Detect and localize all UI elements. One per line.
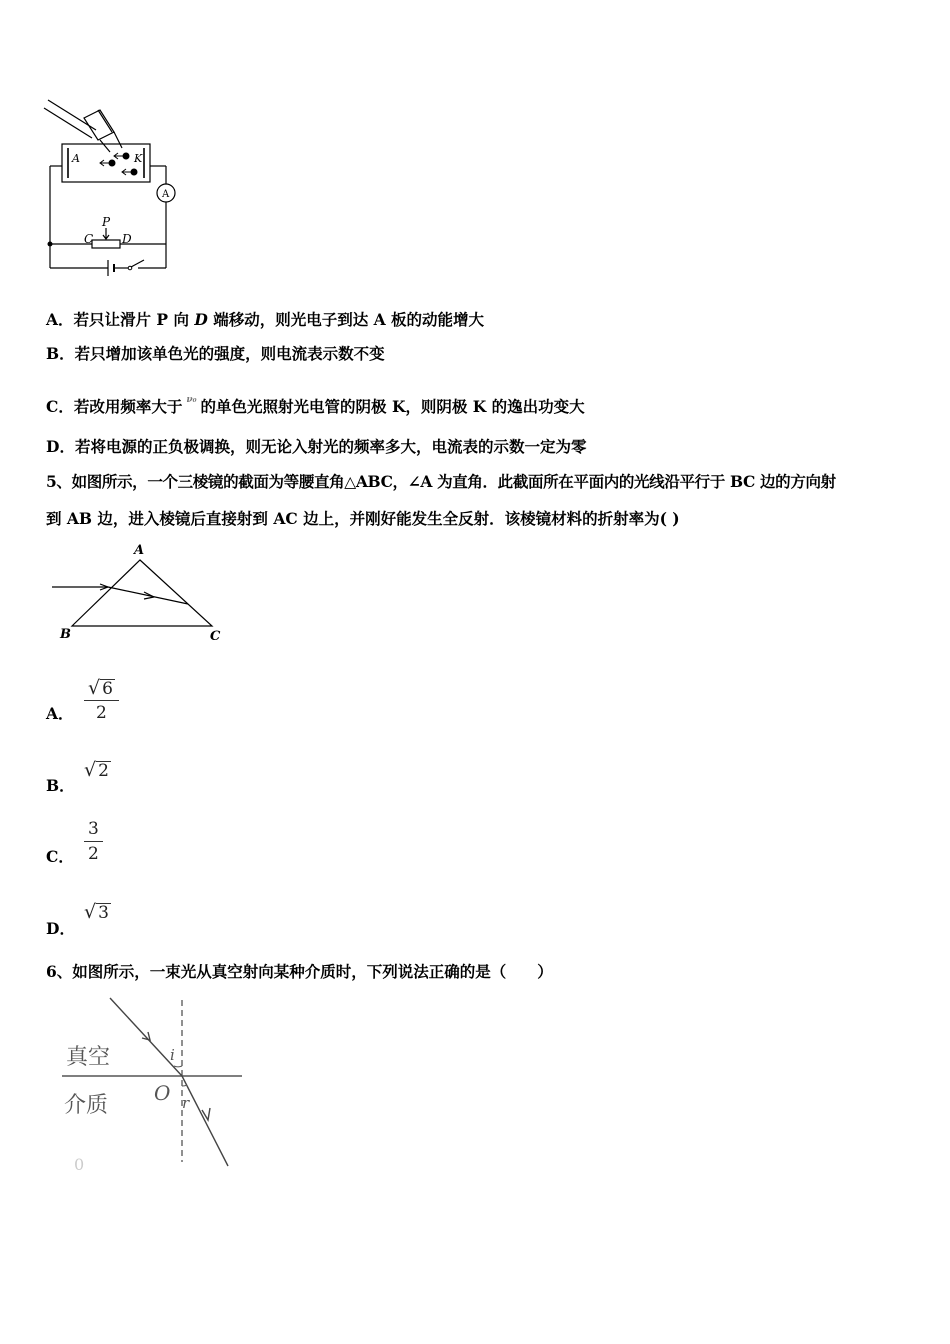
q5-option-b-radicand: 2 xyxy=(98,761,109,781)
junction-dot xyxy=(48,242,53,247)
medium-label: 介质 xyxy=(64,1093,109,1118)
q5-option-a-value xyxy=(84,678,119,723)
switch-lever xyxy=(131,260,144,267)
q5-stem-line-2: 到 AB 边，进入棱镜后直接射到 AC 边上，并刚好能发生全反射．该棱镜材料的折射率为( ) xyxy=(46,509,680,528)
electron-dots xyxy=(100,153,137,175)
q5-option-c-label: C． xyxy=(46,847,74,866)
refracted-ray xyxy=(108,587,188,604)
incident-ray xyxy=(110,998,182,1076)
q4-option-d-text: 若将电源的正负极调换，则无论入射光的频率多大，电流表的示数一定为零 xyxy=(74,437,587,456)
q4-option-a-label: A． xyxy=(46,310,74,329)
prism-triangle xyxy=(72,560,212,626)
q5-option-d-radicand: 3 xyxy=(98,903,109,923)
plate-k-label: K xyxy=(134,152,143,165)
angle-i-label: i xyxy=(170,1046,175,1064)
q4-option-c-nu: ν₀ xyxy=(186,395,197,405)
rheostat xyxy=(92,240,120,248)
plate-a-label: A xyxy=(72,152,80,165)
q4-option-c xyxy=(46,390,585,417)
vacuum-label: 真空 xyxy=(66,1045,111,1070)
point-o-label: O xyxy=(154,1081,171,1105)
q4-option-d xyxy=(46,437,586,457)
q5-option-c-denominator: 2 xyxy=(88,844,99,864)
slider-p-label: P xyxy=(102,215,111,229)
q4-option-a-d: D xyxy=(194,310,208,329)
q4-option-a-text-2: 端移动，则光电子到达 A 板的动能增大 xyxy=(207,310,485,329)
q4-option-c-text-1: 若改用频率大于 xyxy=(73,397,183,416)
q4-option-b-label: B． xyxy=(46,344,75,363)
q5-stem-line-1: 5、如图所示，一个三棱镜的截面为等腰直角△ABC，∠A 为直角．此截面所在平面内的光线沿平行于 BC 边的方向射 xyxy=(46,472,836,491)
vertex-b-label: B xyxy=(60,627,71,642)
q5-option-c-value xyxy=(84,819,103,864)
q5-option-d-value: √ 3 xyxy=(84,901,109,923)
q4-option-b-text: 若只增加该单色光的强度，则电流表示数不变 xyxy=(74,344,385,363)
point-c-label: C xyxy=(84,232,94,246)
q5-option-a-radicand: 6 xyxy=(102,679,113,699)
q4-option-c-text-2: 的单色光照射光电管的阴极 K，则阴极 K 的逸出功变大 xyxy=(200,397,585,416)
q5-option-c-numerator: 3 xyxy=(84,819,103,842)
q5-option-a-numerator: √ 6 xyxy=(84,678,119,701)
q5-option-b-label: B． xyxy=(46,776,75,795)
photoelectric-circuit-figure xyxy=(40,96,190,281)
q4-option-a xyxy=(46,310,484,330)
vertex-c-label: C xyxy=(210,629,221,644)
q5-option-a-label: A． xyxy=(46,704,74,723)
point-d-label: D xyxy=(122,232,132,246)
q4-option-b xyxy=(46,344,385,364)
q6-stem: 6、如图所示，一束光从真空射向某种介质时，下列说法正确的是（ ） xyxy=(46,962,553,981)
q4-option-d-label: D． xyxy=(46,437,75,456)
angle-r-label: r xyxy=(182,1094,190,1112)
vertex-a-label: A xyxy=(134,543,145,558)
q5-option-a-denominator: 2 xyxy=(96,703,107,723)
q5-option-d-label: D． xyxy=(46,919,75,938)
ammeter-label: A xyxy=(162,189,170,200)
refracted-ray xyxy=(182,1076,228,1166)
q5-option-b-value: √ 2 xyxy=(84,759,109,781)
faint-zero-mark: 0 xyxy=(74,1155,85,1174)
q4-option-c-label: C． xyxy=(46,397,74,416)
refraction-figure xyxy=(58,996,248,1176)
prism-figure xyxy=(48,540,228,646)
q4-option-a-text-1: 若只让滑片 P 向 xyxy=(73,310,195,329)
